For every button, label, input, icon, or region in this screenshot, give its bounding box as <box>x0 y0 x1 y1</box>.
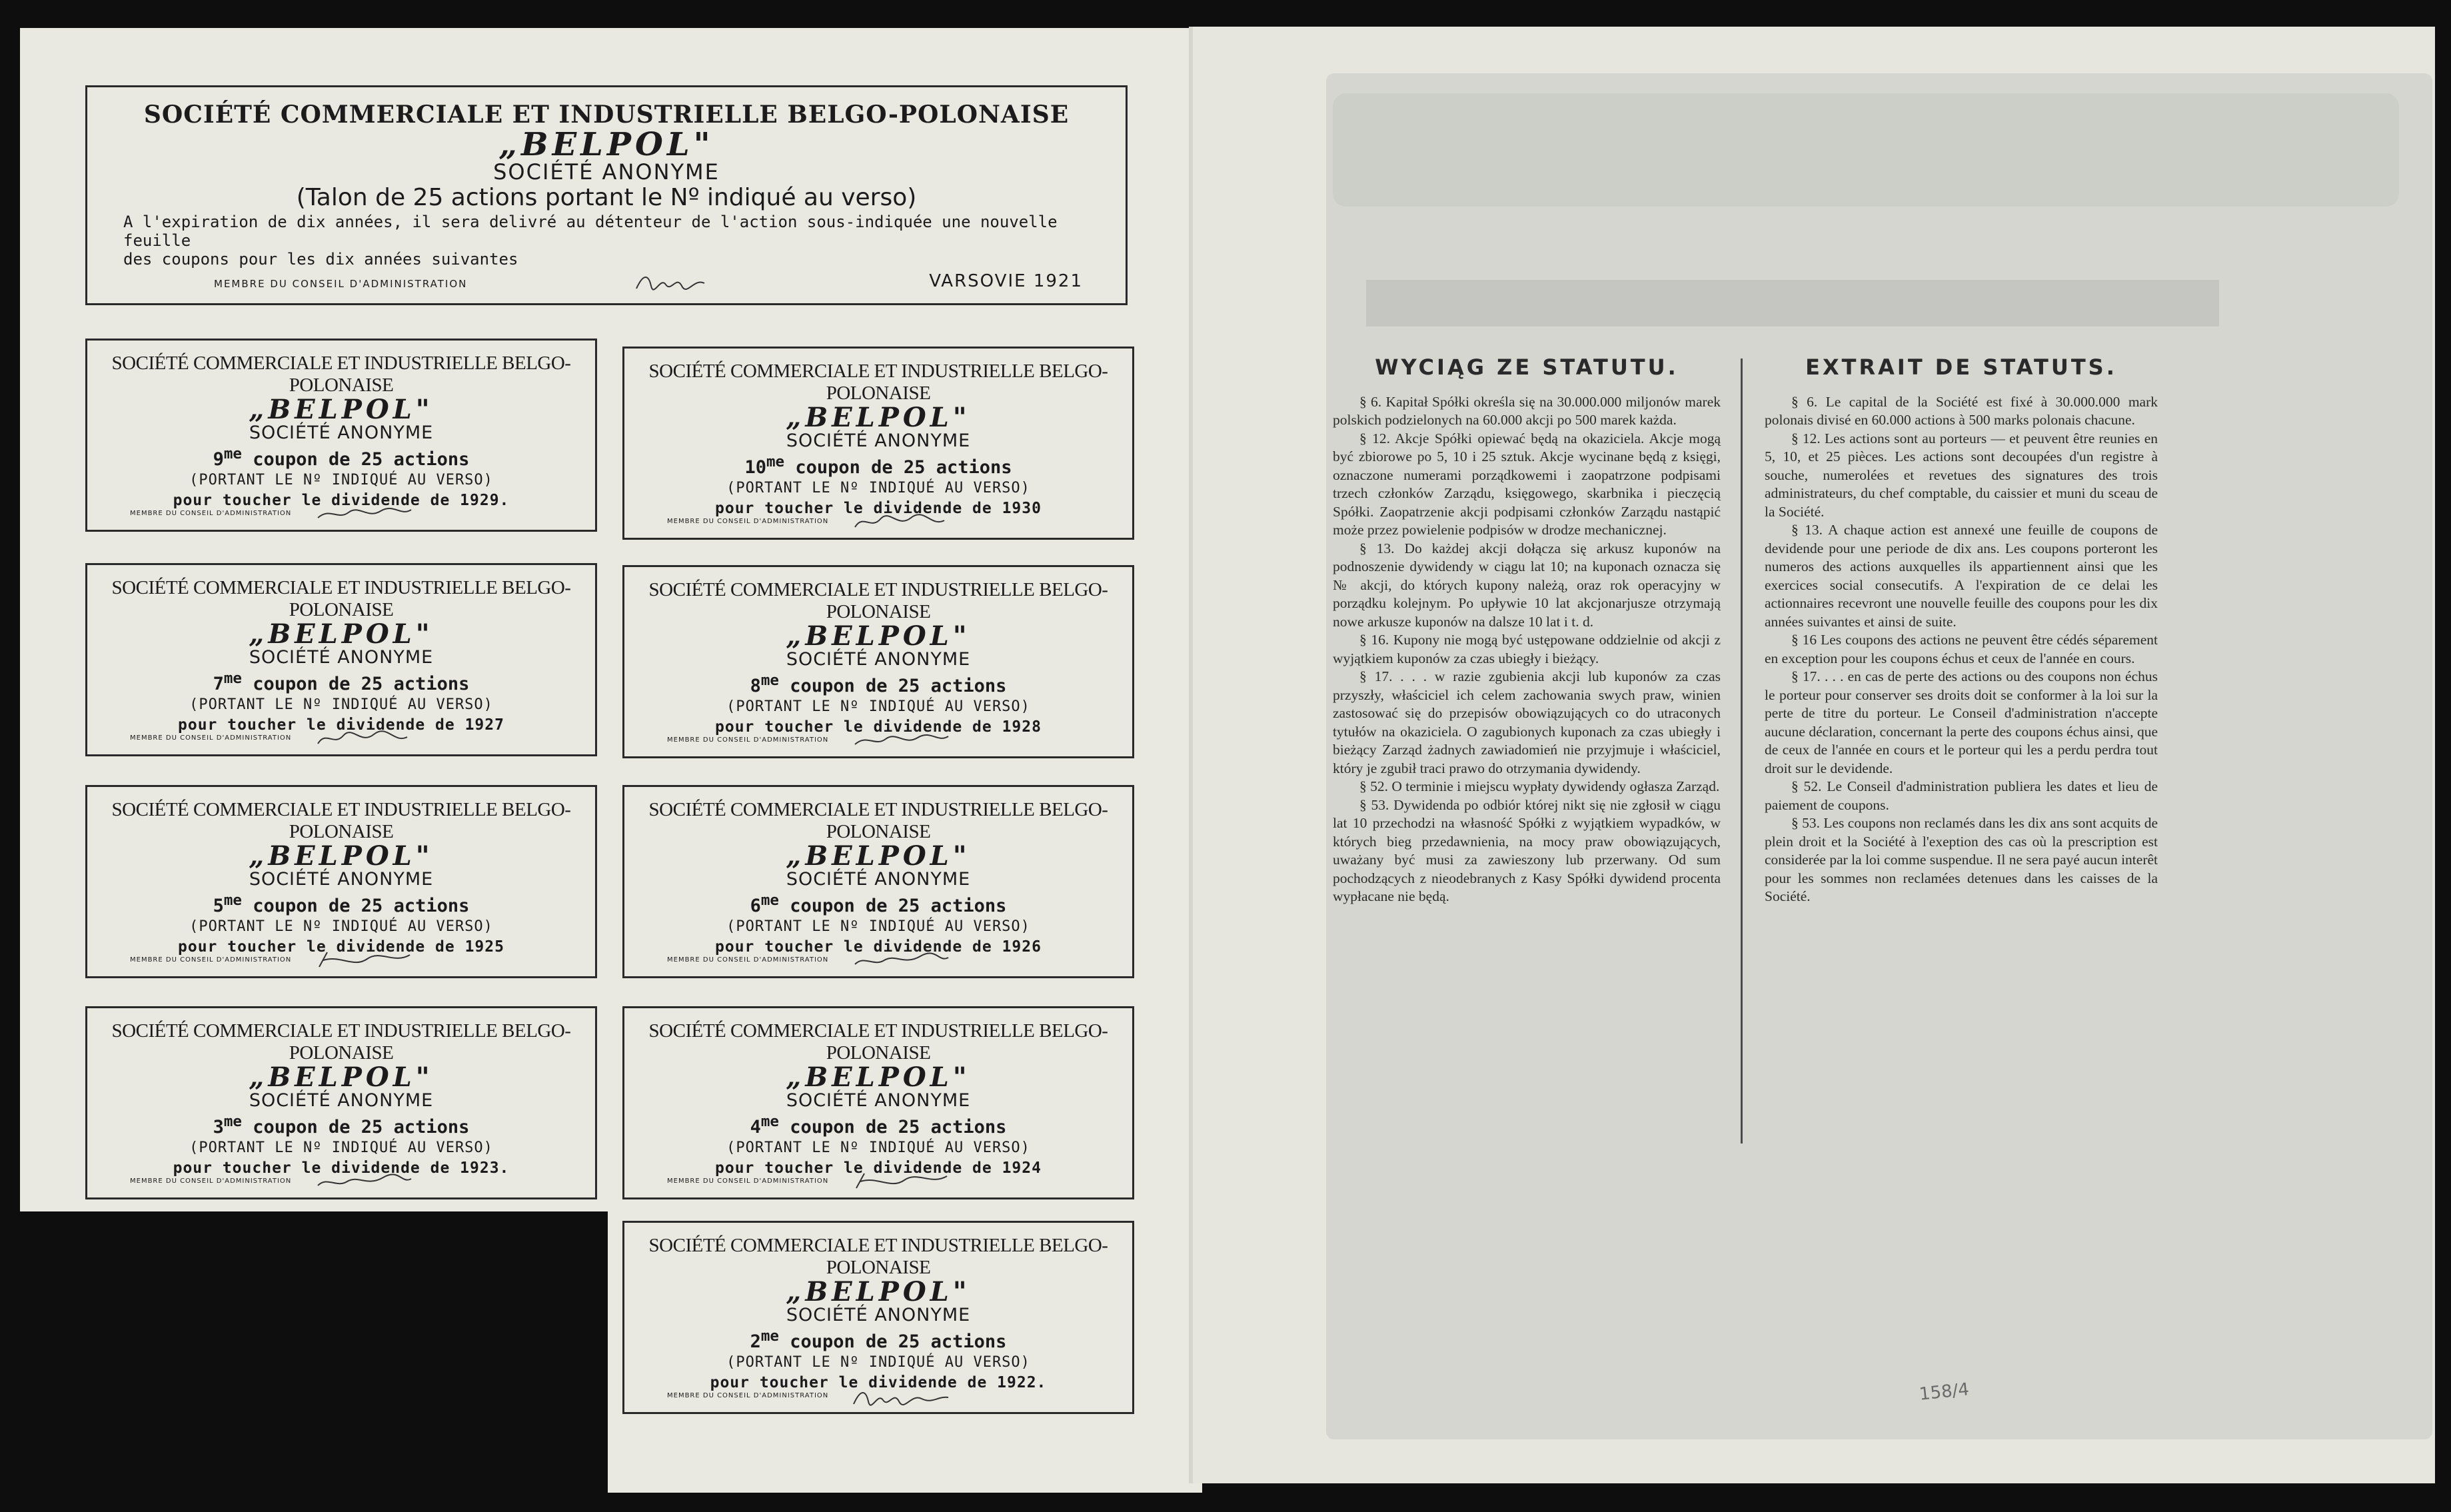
coupon-brand: „BELPOL" <box>786 620 971 652</box>
coupon-brand: „BELPOL" <box>249 840 434 872</box>
statute-paragraph: § 13. A chaque action est annexé une feuille de coupons de devidende pour une periode de dix ans. Les coupons porteront les numeros des actions auxquelles ils appartiennent ainsi que les exercices social consecutifs. A l'expiration de ce delai les actionnaires recevront une nouvelle feuille des coupons pour les dix années suivantes et ainsi de suite. <box>1765 522 2158 630</box>
statute-paragraph: § 12. Akcje Spółki opiewać będą na okaziciela. Akcje mogą być zbiorowe po 5, 10 i 25 sztuk. Akcje wycinane będą z księgi, oznaczone numerami porządkowemi i zaopatrzone podpisami trzech członków Zarządu, księgowego, skarbnika i pieczęcią Spółki. Zaopatrzenie akcji podpisami członków Zarządu nastąpić może przez powielenie podpisów w drodze mechanicznej. <box>1333 430 1721 538</box>
coupon-10 <box>622 347 1134 540</box>
statute-paragraph: § 53. Les coupons non reclamés dans les dix ans sont acquits de plein droit et la Société à l'exeption des cas où la prescription est considerée par la loi comme suspendue. Il ne sera payé aucun interêt pour les sommes non reclamées detenues dans les caisses de la Société. <box>1765 815 2158 904</box>
talon-company: SOCIÉTÉ COMMERCIALE ET INDUSTRIELLE BELGO-POLONAISE <box>143 101 1070 129</box>
coupon-3 <box>85 1006 597 1199</box>
statute-paragraph: § 53. Dywidenda po odbiór której nikt się nie zgłosił w ciągu lat 10 przechodzi na własność Spółki z wyjątkiem wypadków, w których bieg przedawnienia, na mocy praw obowiązujących, uważany być musi za zawieszony lub przerwany. Od sum pochodzących z nieodebranych z Kasy Spółki dywidend procenta wypłacane nie będą. <box>1333 796 1721 904</box>
talon-notice-1: A l'expiration de dix années, il sera delivré au détenteur de l'action sous-indiquée une nouvelle feuille <box>123 213 1058 250</box>
statute-paragraph: § 16. Kupony nie mogą być ustępowane oddzielnie od akcji z wyjątkiem kuponów za czas ubiegły i bieżący. <box>1333 632 1721 666</box>
coupon-reference: (PORTANT LE Nº INDIQUÉ AU VERSO) <box>189 472 493 488</box>
coupon-number-line: $10^{me}$ coupon de 25 actions <box>744 453 1012 478</box>
coupon-form: SOCIÉTÉ ANONYME <box>249 1090 434 1111</box>
coupon-company: SOCIÉTÉ COMMERCIALE ET INDUSTRIELLE BELGO-POLONAISE <box>648 799 1108 842</box>
coupon-company: SOCIÉTÉ COMMERCIALE ET INDUSTRIELLE BELGO-POLONAISE <box>648 1020 1108 1064</box>
coupon-number-line: $5^{me}$ coupon de 25 actions <box>213 892 470 916</box>
talon-footer <box>87 269 1126 295</box>
statute-french-column <box>1765 355 2158 906</box>
coupon-brand: „BELPOL" <box>249 618 434 650</box>
coupon-company: SOCIÉTÉ COMMERCIALE ET INDUSTRIELLE BELGO-POLONAISE <box>648 1235 1108 1278</box>
coupon-dividend-year: pour toucher le dividende de 1927 <box>178 716 504 734</box>
talon-city-year: VARSOVIE 1921 <box>929 271 1083 291</box>
talon-signature-icon <box>634 269 707 295</box>
statute-paragraph: § 6. Kapitał Spółki określa się na 30.000.000 miljonów marek polskich podzielonych na 60.000 akcji po 500 marek każda. <box>1333 393 1721 428</box>
coupon-member-label: MEMBRE DU CONSEIL D'ADMINISTRATION <box>130 956 292 964</box>
statute-paragraph: § 12. Les actions sont au porteurs — et peuvent être reunies en 5, 10, et 25 pièces. Les actions sont decoupées d'un registre à souche, numerolées et revetues des signatures des trois administrateurs, du chef comptable, du caissier et muni du sceau de la Société. <box>1765 430 2158 520</box>
coupon-form: SOCIÉTÉ ANONYME <box>786 1305 971 1325</box>
statute-paragraph: § 16 Les coupons des actions ne peuvent être cédés séparement en exception pour les coupons échus et ceux de l'année en cours. <box>1765 632 2158 666</box>
coupon-brand: „BELPOL" <box>786 1276 971 1307</box>
coupon-8 <box>622 565 1134 758</box>
coupon-form: SOCIÉTÉ ANONYME <box>786 1090 971 1111</box>
coupon-member-label: MEMBRE DU CONSEIL D'ADMINISTRATION <box>130 510 292 517</box>
coupon-brand: „BELPOL" <box>786 402 971 433</box>
talon-notice-2: des coupons pour les dix années suivantes <box>123 250 518 269</box>
statute-paragraph: § 17. . . . w razie zgubienia akcji lub kuponów za czas przyszły, właściciel ich celem zachowania swych praw, winien zastosować się do przepisów obowiązujących co do utraconych tytułów na okaziciela. O zagubionych kuponach za czas ubiegły i bieżący Zarząd żadnych zawiadomień nie przyjmuje i właściciel, który je zgubił traci prawo do otrzymania dywidendy. <box>1333 668 1721 776</box>
coupon-4 <box>622 1006 1134 1199</box>
coupon-6 <box>622 785 1134 978</box>
signature-icon <box>314 948 414 971</box>
coupon-number-line: $8^{me}$ coupon de 25 actions <box>750 672 1007 696</box>
coupon-reference: (PORTANT LE Nº INDIQUÉ AU VERSO) <box>189 918 493 935</box>
signature-icon <box>851 1169 951 1192</box>
coupon-reference: (PORTANT LE Nº INDIQUÉ AU VERSO) <box>726 918 1030 935</box>
coupon-reference: (PORTANT LE Nº INDIQUÉ AU VERSO) <box>189 696 493 713</box>
coupon-dividend-year: pour toucher le dividende de 1930 <box>715 500 1042 517</box>
statute-paragraph: § 52. O terminie i miejscu wypłaty dywidendy ogłasza Zarząd. <box>1359 778 1720 794</box>
coupon-member-label: MEMBRE DU CONSEIL D'ADMINISTRATION <box>667 736 829 744</box>
coupon-brand: „BELPOL" <box>786 840 971 872</box>
handwritten-note: 158/4 <box>1918 1379 1971 1405</box>
coupon-member-label: MEMBRE DU CONSEIL D'ADMINISTRATION <box>667 518 829 525</box>
coupon-member-label: MEMBRE DU CONSEIL D'ADMINISTRATION <box>667 1177 829 1185</box>
talon-form: SOCIÉTÉ ANONYME <box>493 159 720 185</box>
coupon-brand: „BELPOL" <box>249 394 434 425</box>
coupon-reference: (PORTANT LE Nº INDIQUÉ AU VERSO) <box>726 1139 1030 1156</box>
coupon-member-label: MEMBRE DU CONSEIL D'ADMINISTRATION <box>667 1392 829 1399</box>
coupon-company: SOCIÉTÉ COMMERCIALE ET INDUSTRIELLE BELGO-POLONAISE <box>111 799 571 842</box>
signature-icon <box>851 1384 951 1407</box>
coupon-number-line: $6^{me}$ coupon de 25 actions <box>750 892 1007 916</box>
column-divider <box>1741 359 1743 1143</box>
coupon-member-label: MEMBRE DU CONSEIL D'ADMINISTRATION <box>130 734 292 742</box>
coupon-dividend-year: pour toucher le dividende de 1924 <box>715 1159 1042 1177</box>
signature-icon <box>851 728 951 751</box>
coupon-form: SOCIÉTÉ ANONYME <box>786 649 971 670</box>
coupon-reference: (PORTANT LE Nº INDIQUÉ AU VERSO) <box>726 480 1030 496</box>
statute-paragraph: § 13. Do każdej akcji dołącza się arkusz kuponów na podnoszenie dywidendy w ciągu lat 10; na kuponach oznacza się № akcji, do których kupony należą, oraz rok operacyjny w porządku kolejnym. Po upływie 10 lat akcjonarjusze otrzymają nowe arkusze kuponów na dalsze 10 lat i t. d. <box>1333 540 1721 630</box>
signature-icon <box>314 726 414 749</box>
coupon-number-line: $3^{me}$ coupon de 25 actions <box>213 1113 470 1137</box>
statute-paragraph: § 52. Le Conseil d'administration publiera les dates et lieu de paiement de coupons. <box>1765 778 2158 813</box>
signature-icon <box>851 948 951 971</box>
coupon-brand: „BELPOL" <box>249 1062 434 1093</box>
coupon-member-label: MEMBRE DU CONSEIL D'ADMINISTRATION <box>667 956 829 964</box>
talon-subtitle: (Talon de 25 actions portant le Nº indiqué au verso) <box>296 184 917 211</box>
coupon-member-label: MEMBRE DU CONSEIL D'ADMINISTRATION <box>130 1177 292 1185</box>
coupon-dividend-year: pour toucher le dividende de 1926 <box>715 938 1042 956</box>
coupon-dividend-year: pour toucher le dividende de 1923. <box>173 1159 510 1177</box>
coupon-form: SOCIÉTÉ ANONYME <box>786 869 971 890</box>
coupon-reference: (PORTANT LE Nº INDIQUÉ AU VERSO) <box>726 698 1030 715</box>
coupon-company: SOCIÉTÉ COMMERCIALE ET INDUSTRIELLE BELGO-POLONAISE <box>111 353 571 396</box>
coupon-9 <box>85 339 597 532</box>
coupon-number-line: $4^{me}$ coupon de 25 actions <box>750 1113 1007 1137</box>
statute-polish-column <box>1333 355 1721 906</box>
coupon-form: SOCIÉTÉ ANONYME <box>786 430 971 451</box>
coupon-company: SOCIÉTÉ COMMERCIALE ET INDUSTRIELLE BELGO-POLONAISE <box>648 579 1108 622</box>
statute-polish-title: WYCIĄG ZE STATUTU. <box>1375 355 1679 380</box>
coupon-number-line: $2^{me}$ coupon de 25 actions <box>750 1327 1007 1352</box>
coupon-number-line: $7^{me}$ coupon de 25 actions <box>213 670 470 694</box>
talon-member-label: MEMBRE DU CONSEIL D'ADMINISTRATION <box>214 278 468 290</box>
coupon-company: SOCIÉTÉ COMMERCIALE ET INDUSTRIELLE BELGO-POLONAISE <box>111 577 571 620</box>
coupon-form: SOCIÉTÉ ANONYME <box>249 647 434 668</box>
statute-paragraph: § 17. . . . en cas de perte des actions ou des coupons non échus le porteur pour conserver ses droits doit se conformer à la loi sur la perte de titre du porteur. Le Conseil d'administration n'accepte aucune déclaration, concernant la perte des coupons échus ainsi, que de ceux de l'année en cours et le porteur qui les a perdu perdra tout droit sur le devidende. <box>1765 668 2158 776</box>
signature-icon <box>851 510 951 532</box>
coupon-dividend-year: pour toucher le dividende de 1928 <box>715 718 1042 736</box>
coupon-form: SOCIÉTÉ ANONYME <box>249 422 434 443</box>
faded-header-band <box>1333 93 2399 207</box>
coupon-dividend-year: pour toucher le dividende de 1922. <box>710 1374 1047 1391</box>
faded-title-strip <box>1366 280 2219 327</box>
coupon-form: SOCIÉTÉ ANONYME <box>249 869 434 890</box>
statute-paragraph: § 6. Le capital de la Société est fixé à 30.000.000 mark polonais divisé en 60.000 actions à 500 marks polonais chacune. <box>1765 393 2158 428</box>
signature-icon <box>314 502 414 524</box>
talon-brand: „BELPOL" <box>498 126 714 163</box>
coupon-reference: (PORTANT LE Nº INDIQUÉ AU VERSO) <box>726 1354 1030 1371</box>
talon-box <box>85 85 1128 305</box>
fold-line <box>1189 27 1193 1483</box>
coupon-dividend-year: pour toucher le dividende de 1929. <box>173 492 510 509</box>
coupon-7 <box>85 563 597 756</box>
statute-french-title: EXTRAIT DE STATUTS. <box>1805 355 2117 380</box>
coupon-number-line: $9^{me}$ coupon de 25 actions <box>213 445 470 470</box>
coupon-company: SOCIÉTÉ COMMERCIALE ET INDUSTRIELLE BELGO-POLONAISE <box>111 1020 571 1064</box>
coupon-company: SOCIÉTÉ COMMERCIALE ET INDUSTRIELLE BELGO-POLONAISE <box>648 361 1108 404</box>
coupon-2 <box>622 1221 1134 1414</box>
signature-icon <box>314 1169 414 1192</box>
coupon-dividend-year: pour toucher le dividende de 1925 <box>178 938 504 956</box>
coupon-reference: (PORTANT LE Nº INDIQUÉ AU VERSO) <box>189 1139 493 1156</box>
coupon-brand: „BELPOL" <box>786 1062 971 1093</box>
coupon-5 <box>85 785 597 978</box>
